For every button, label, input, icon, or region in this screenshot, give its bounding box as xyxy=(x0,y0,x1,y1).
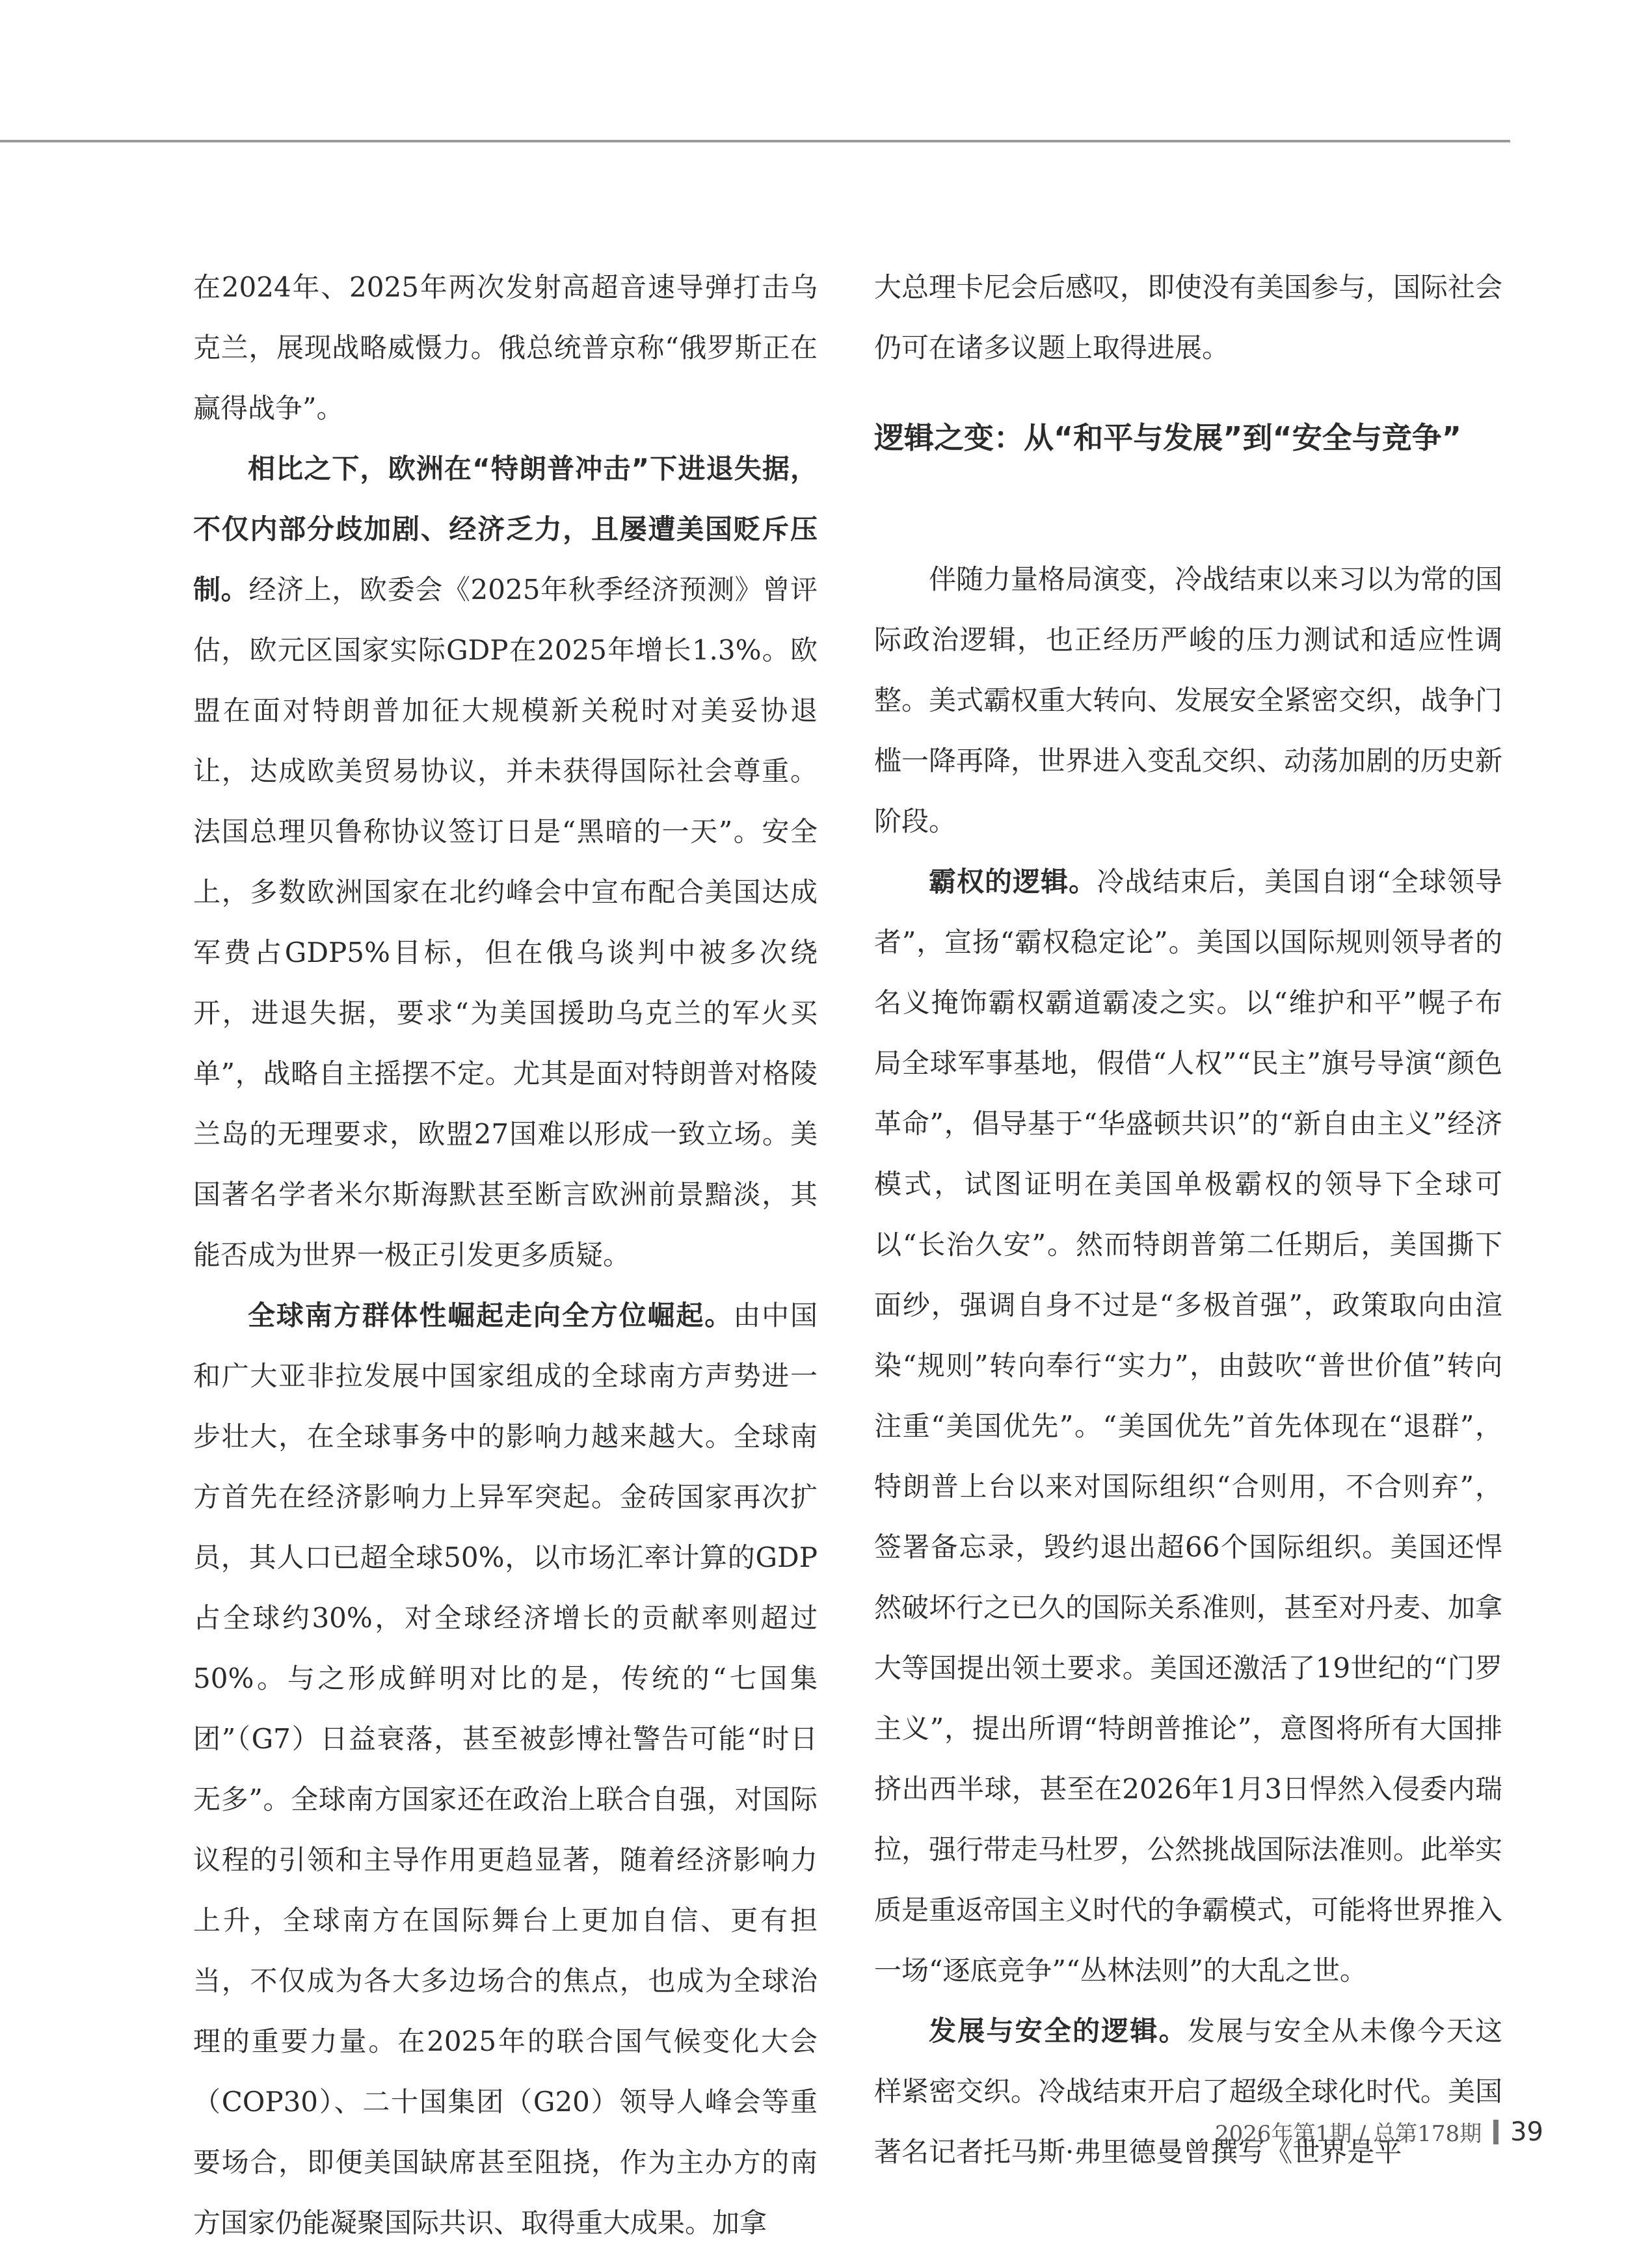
footer-separator xyxy=(1493,2120,1499,2144)
issue-label: 2026年第1期 / 总第178期 xyxy=(1214,2121,1482,2147)
paragraph xyxy=(874,851,1502,2001)
paragraph-lead: 相比之下，欧洲在“特朗普冲击”下进退失据，不仅内部分歧加剧、经济乏力，且屡遭美国贬斥压制。 xyxy=(193,453,818,606)
paragraph: 伴随力量格局演变，冷战结束以来习以为常的国际政治逻辑，也正经历严峻的压力测试和适应性调整。美式霸权重大转向、发展安全紧密交织，战争门槛一降再降，世界进入变乱交织、动荡加剧的历史新阶段。 xyxy=(874,563,1503,837)
page-number: 39 xyxy=(1510,2116,1543,2147)
page-footer xyxy=(1215,2116,1543,2148)
paragraph xyxy=(193,438,818,1285)
paragraph xyxy=(874,2001,1502,2182)
paragraph-lead: 发展与安全的逻辑。 xyxy=(929,2015,1188,2047)
paragraph-body: 由中国和广大亚非拉发展中国家组成的全球南方声势进一步壮大，在全球事务中的影响力越来越大。全球南方首先在经济影响力上异军突起。金砖国家再次扩员，其人口已超全球50%，以市场汇率计算的GDP占全球约30%，对全球经济增长的贡献率则超过50%。与之形成鲜明对比的是，传统的“七国集团”（G7）日益衰落，甚至被彭博社警告可能“时日无多”。全球南方国家还在政治上联合自强，对国际议程的引领和主导作用更趋显著，随着经济影响力上升，全球南方在国际舞台上更加自信、更有担当，不仅成为各大多边场合的焦点，也成为全球治理的重要力量。在2025年的联合国气候变化大会（COP30）、二十国集团（G20）领导人峰会等重要场合，即便美国缺席甚至阻挠，作为主办方的南方国家仍能凝聚国际共识、取得重大成果。加拿 xyxy=(193,1300,818,2239)
paragraph-body: 冷战结束后，美国自诩“全球领导者”，宣扬“霸权稳定论”。美国以国际规则领导者的名义掩饰霸权霸道霸凌之实。以“维护和平”幌子布局全球军事基地，假借“人权”“民主”旗号导演“颜色革命”，倡导基于“华盛顿共识”的“新自由主义”经济模式，试图证明在美国单极霸权的领导下全球可以“长治久安”。然而特朗普第二任期后，美国撕下面纱，强调自身不过是“多极首强”，政策取向由渲染“规则”转向奉行“实力”，由鼓吹“普世价值”转向注重“美国优先”。“美国优先”首先体现在“退群”，特朗普上台以来对国际组织“合则用，不合则弃”，签署备忘录，毁约退出超66个国际组织。美国还悍然破坏行之已久的国际关系准则，甚至对丹麦、加拿大等国提出领土要求。美国还激活了19世纪的“门罗主义”，提出所谓“特朗普推论”，意图将所有大国排挤出西半球，甚至在2026年1月3日悍然入侵委内瑞拉，强行带走马杜罗，公然挑战国际法准则。此举实质是重返帝国主义时代的争霸模式，可能将世界推入一场“逐底竞争”“丛林法则”的大乱之世。 xyxy=(874,866,1503,1986)
section-title: 逻辑之变：从“和平与发展”到“安全与竞争” xyxy=(874,420,1461,455)
right-column xyxy=(874,257,1502,2182)
header-rule xyxy=(0,140,1510,142)
left-column xyxy=(193,257,818,2253)
paragraph-lead: 全球南方群体性崛起走向全方位崛起。 xyxy=(248,1300,734,1331)
paragraph: 大总理卡尼会后感叹，即使没有美国参与，国际社会仍可在诸多议题上取得进展。 xyxy=(874,271,1503,364)
paragraph-body: 发展与安全从未像今天这样紧密交织。冷战结束开启了超级全球化时代。美国著名记者托马斯·弗里德曼曾撰写《世界是平 xyxy=(874,2015,1503,2168)
paragraph-lead: 霸权的逻辑。 xyxy=(929,866,1097,898)
paragraph-body: 经济上，欧委会《2025年秋季经济预测》曾评估，欧元区国家实际GDP在2025年增长1.3%。欧盟在面对特朗普加征大规模新关税时对美妥协退让，达成欧美贸易协议，并未获得国际社会尊重。法国总理贝鲁称协议签订日是“黑暗的一天”。安全上，多数欧洲国家在北约峰会中宣布配合美国达成军费占GDP5%目标，但在俄乌谈判中被多次绕开，进退失据，要求“为美国援助乌克兰的军火买单”，战略自主摇摆不定。尤其是面对特朗普对格陵兰岛的无理要求，欧盟27国难以形成一致立场。美国著名学者米尔斯海默甚至断言欧洲前景黯淡，其能否成为世界一极正引发更多质疑。 xyxy=(193,574,818,1271)
paragraph: 在2024年、2025年两次发射高超音速导弹打击乌克兰，展现战略威慑力。俄总统普京称“俄罗斯正在赢得战争”。 xyxy=(193,271,818,424)
paragraph xyxy=(193,1285,818,2253)
